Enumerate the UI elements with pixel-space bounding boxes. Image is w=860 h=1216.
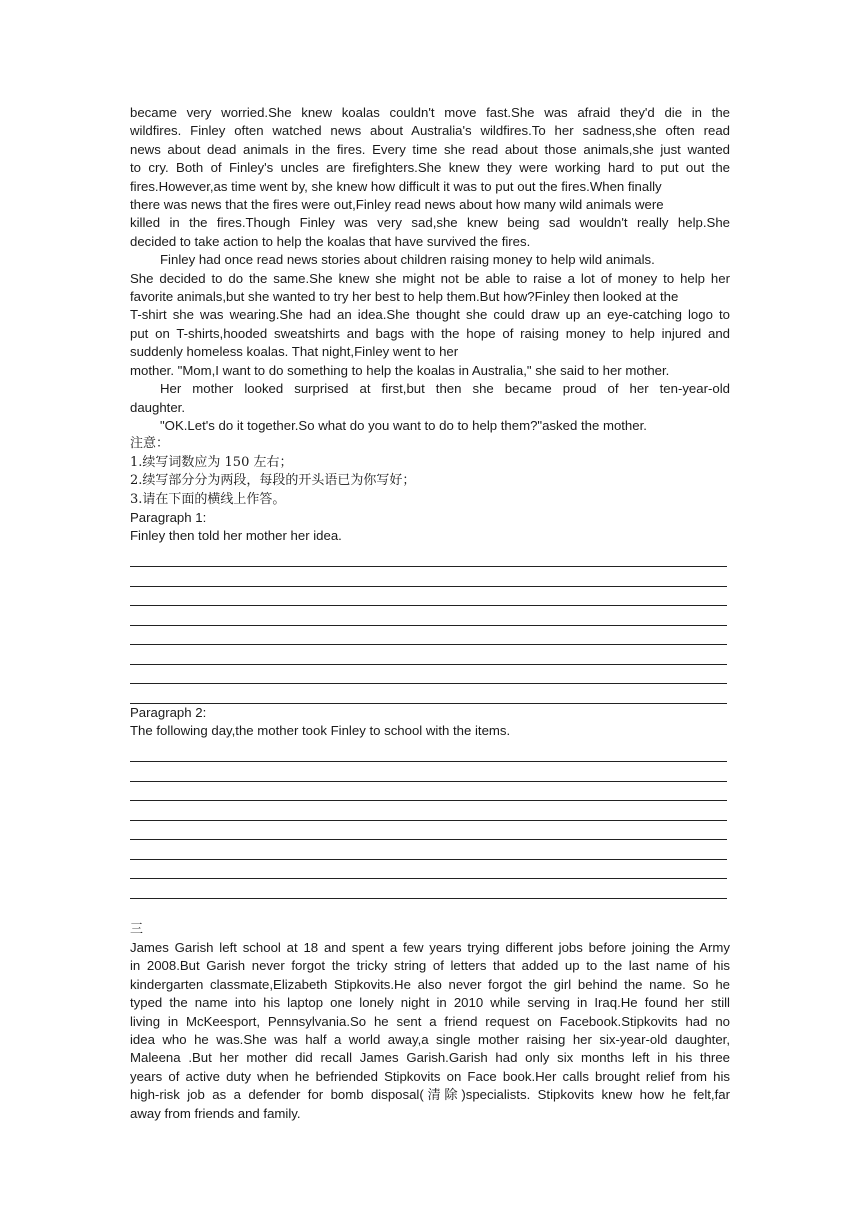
story-line: suddenly homeless koalas. That night,Finley went to her <box>130 344 459 360</box>
section-3-line: high-risk job as a defender for bomb disposal(清除)specialists. Stipkovits knew how he felt,far <box>130 1087 730 1103</box>
section-3-line: idea who he was.She was half a world away,a single mother raising her six-year-old daughter, <box>130 1032 730 1047</box>
story-line: She decided to do the same.She knew she might not be able to raise a lot of money to help her <box>130 270 730 286</box>
paragraph-1-label: Paragraph 1: <box>130 509 207 525</box>
paragraph-2-answer-lines[interactable] <box>130 743 730 899</box>
story-line: killed in the fires.Though Finley was very sad,she knew being sad wouldn't really help.She <box>130 215 730 231</box>
paragraph-2-label: Paragraph 2: <box>130 704 207 720</box>
story-line: Finley had once read news stories about children raising money to help wild animals. <box>160 252 655 268</box>
answer-line[interactable] <box>130 645 727 665</box>
notes-item: 1.续写词数应为 150 左右； <box>130 454 293 470</box>
answer-line[interactable] <box>130 626 727 646</box>
section-3-line: living in McKeesport, Pennsylvania.So he sent a friend request on Facebook.Stipkovits had no <box>130 1013 730 1029</box>
section-3-line: in 2008.But Garish never forgot the tricky string of letters that added up to the last name of his <box>130 958 730 974</box>
story-line: Her mother looked surprised at first,but then she became proud of her ten-year-old <box>160 381 730 397</box>
story-line: mother. "Mom,I want to do something to help the koalas in Australia," she said to her mother. <box>130 362 670 378</box>
story-line: favorite animals,but she wanted to try her best to help them.But how?Finley then looked at the <box>130 289 679 305</box>
section-3-line: typed the name into his laptop one lonely night in 2010 while serving in Iraq.He found her still <box>130 995 730 1011</box>
story-paragraph-1 <box>130 104 730 251</box>
story-line: T-shirt she was wearing.She had an idea.She thought she could draw up an eye-catching logo to <box>130 307 730 323</box>
section-3-line: away from friends and family. <box>130 1105 301 1121</box>
notes-heading: 注意： <box>130 436 170 452</box>
answer-line[interactable] <box>130 548 727 568</box>
section-3-line: Maleena .But her mother did recall James Garish.Garish had only six months left in his three <box>130 1050 730 1066</box>
paragraph-2-opening: The following day,the mother took Finley to school with the items. <box>130 723 511 739</box>
answer-line[interactable] <box>130 879 727 899</box>
paragraph-1-opening: Finley then told her mother her idea. <box>130 528 342 544</box>
answer-line[interactable] <box>130 840 727 860</box>
story-line: wildfires. Finley often watched news about Australia's wildfires.To her sadness,she often read <box>130 123 730 139</box>
story-line: to cry. Both of Finley's uncles are firefighters.She knew they were working hard to put out the <box>130 160 730 176</box>
answer-line[interactable] <box>130 587 727 607</box>
section-3-block <box>130 921 730 1123</box>
notes-item: 2.续写部分分为两段，每段的开头语已为你写好； <box>130 473 416 489</box>
answer-line[interactable] <box>130 782 727 802</box>
story-paragraph-4: "OK.Let's do it together.So what do you want to do to help them?"asked the mother. <box>160 417 647 433</box>
story-line: put on T-shirts,hooded sweatshirts and bags with the hope of raising money to help injured and <box>130 325 730 341</box>
answer-line[interactable] <box>130 684 727 704</box>
answer-line[interactable] <box>130 606 727 626</box>
notes-block <box>130 435 730 509</box>
story-paragraph-2 <box>130 251 730 380</box>
paragraph-2-block <box>130 704 730 899</box>
answer-line[interactable] <box>130 743 727 763</box>
answer-line[interactable] <box>130 762 727 782</box>
section-3-line: kindergarten classmate,Elizabeth Stipkovits.He also never forgot the girl behind the name. So he <box>130 976 730 992</box>
answer-line[interactable] <box>130 821 727 841</box>
paragraph-1-answer-lines[interactable] <box>130 548 730 704</box>
story-line: decided to take action to help the koalas that have survived the fires. <box>130 233 531 249</box>
section-3-title: 三 <box>130 921 144 937</box>
section-3-line: James Garish left school at 18 and spent a few years trying different jobs before joining the Army <box>130 939 730 955</box>
notes-item: 3.请在下面的横线上作答。 <box>130 491 286 507</box>
answer-line[interactable] <box>130 860 727 880</box>
story-paragraph-3 <box>130 380 730 417</box>
story-line: became very worried.She knew koalas couldn't move fast.She was afraid they'd die in the <box>130 105 730 120</box>
answer-line[interactable] <box>130 665 727 685</box>
answer-line[interactable] <box>130 567 727 587</box>
answer-line[interactable] <box>130 801 727 821</box>
story-line: fires.However,as time went by, she knew how difficult it was to put out the fires.When finally <box>130 178 662 194</box>
section-3-line: years of active duty when he befriended Stipkovits on Face book.Her calls brought relief from his <box>130 1068 730 1084</box>
story-line: news about dead animals in the fires. Every time she read about those animals,she just wanted <box>130 141 730 157</box>
story-line: daughter. <box>130 399 185 415</box>
document-page <box>130 104 730 1123</box>
story-line: there was news that the fires were out,Finley read news about how many wild animals were <box>130 197 664 213</box>
paragraph-1-block <box>130 509 730 704</box>
